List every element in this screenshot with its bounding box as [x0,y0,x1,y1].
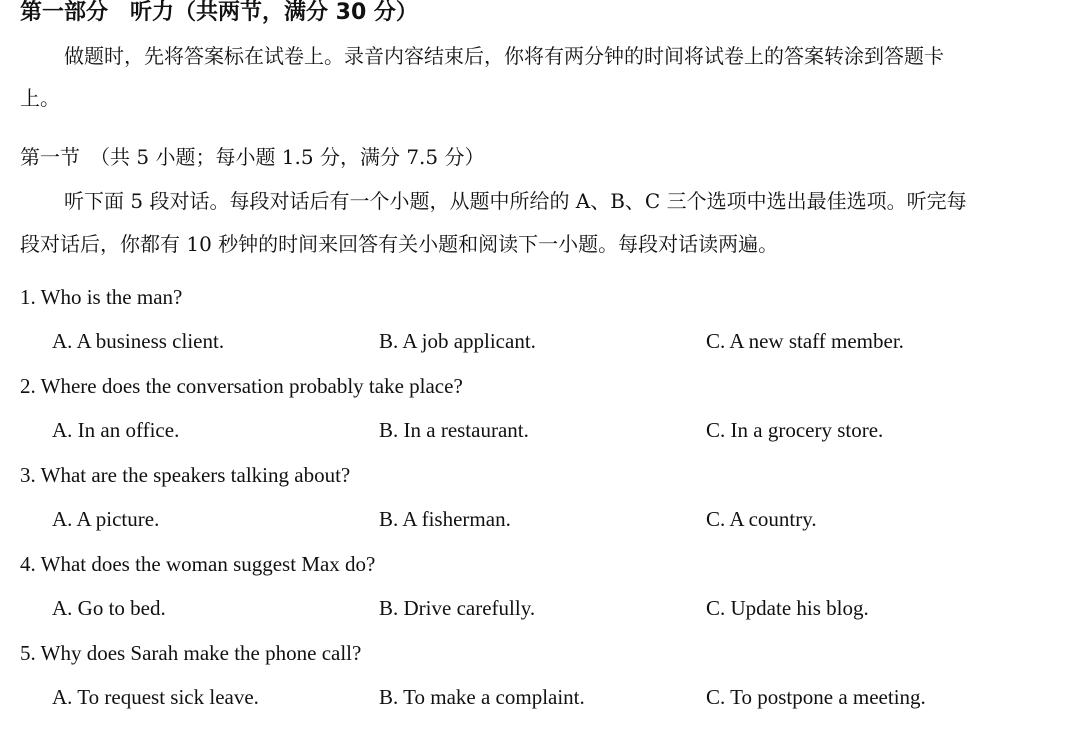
question-5-stem: 5. Why does Sarah make the phone call? [20,641,362,665]
section-instruction-line-2: 段对话后，你都有 10 秒钟的时间来回答有关小题和阅读下一小题。每段对话读两遍。 [20,232,779,256]
part-instruction-line-2: 上。 [20,86,60,110]
part-instruction-line-1: 做题时，先将答案标在试卷上。录音内容结束后，你将有两分钟的时间将试卷上的答案转涂到答题卡 [64,44,944,68]
question-3-stem: 3. What are the speakers talking about? [20,463,351,487]
question-2-option-b: B. In a restaurant. [379,418,529,442]
question-4-option-a: A. Go to bed. [52,596,166,620]
question-5-option-c: C. To postpone a meeting. [706,685,926,709]
question-1-option-b: B. A job applicant. [379,329,536,353]
section-instruction-line-1: 听下面 5 段对话。每段对话后有一个小题，从题中所给的 A、B、C 三个选项中选出最佳选项。听完每 [64,189,967,213]
question-3-option-b: B. A fisherman. [379,507,511,531]
question-4-option-b: B. Drive carefully. [379,596,536,620]
part-title: 第一部分 听力（共两节，满分 30 分） [20,0,418,25]
question-2-option-a: A. In an office. [52,418,180,442]
question-3-option-c: C. A country. [706,507,817,531]
question-1-option-c: C. A new staff member. [706,329,904,353]
question-1-option-a: A. A business client. [52,329,225,353]
question-2-stem: 2. Where does the conversation probably take place? [20,374,463,398]
question-3-option-a: A. A picture. [52,507,160,531]
question-5-option-b: B. To make a complaint. [379,685,585,709]
question-4-option-c: C. Update his blog. [706,596,869,620]
section-title: 第一节 （共 5 小题；每小题 1.5 分，满分 7.5 分） [20,145,485,169]
question-5-option-a: A. To request sick leave. [52,685,259,709]
question-2-option-c: C. In a grocery store. [706,418,884,442]
question-1-stem: 1. Who is the man? [20,285,183,309]
question-4-stem: 4. What does the woman suggest Max do? [20,552,376,576]
